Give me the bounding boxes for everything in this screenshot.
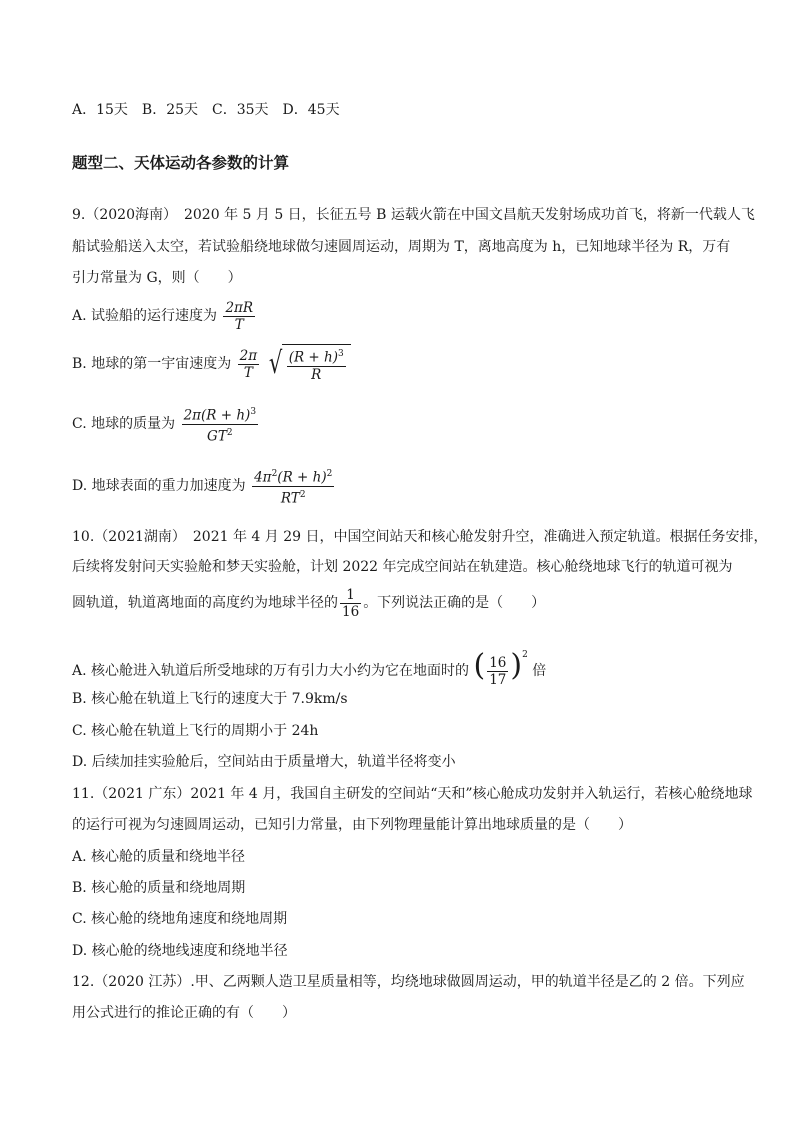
formula-exponent: 3	[250, 407, 257, 417]
formula-exponent: 2	[522, 650, 528, 660]
q10-option-a-fraction	[487, 655, 508, 688]
q12-line1: 12.（2020 江苏）.甲、乙两颗人造卫星质量相等，均绕地球做圆周运动，甲的轨道半径是乙的 2 倍。下列应	[72, 974, 745, 990]
q9-line1: 9.（2020海南） 2020 年 5 月 5 日，长征五号 B 运载火箭在中国文昌航天发射场成功首飞，将新一代载人飞	[72, 207, 755, 223]
q11-option-a[interactable]: A. 核心舱的质量和绕地半径	[72, 849, 246, 865]
q11-line1: 11.（2021 广东）2021 年 4 月，我国自主研发的空间站“天和”核心舱成功发射并入轨运行，若核心舱绕地球	[72, 786, 753, 802]
q9-option-d-formula	[252, 466, 334, 506]
formula-denominator: GT	[207, 428, 227, 444]
q10-option-b[interactable]: B. 核心舱在轨道上飞行的速度大于 7.9km/s	[72, 691, 348, 707]
q12-line2: 用公式进行的推论正确的有（ ）	[72, 1005, 296, 1021]
formula-numerator: 2π(R + h)	[183, 407, 251, 424]
q9-option-c-text: C. 地球的质量为	[72, 416, 176, 432]
formula-denominator: 16	[342, 603, 360, 620]
q9-option-c[interactable]	[72, 404, 260, 444]
q9-option-a-formula	[223, 300, 255, 333]
q10-option-d[interactable]: D. 后续加挂实验舱后，空间站由于质量增大，轨道半径将变小	[72, 754, 456, 770]
q11-option-c[interactable]: C. 核心舱的绕地角速度和绕地周期	[72, 911, 288, 927]
q9-option-b-sqrt	[266, 344, 351, 384]
q9-line2: 船试验船送入太空，若试验船绕地球做匀速圆周运动，周期为 T，离地高度为 h，已知地球半径为 R，万有	[72, 239, 731, 255]
q9-option-d[interactable]	[72, 466, 336, 506]
formula-denominator: 17	[489, 671, 507, 688]
formula-exponent: 2	[271, 469, 278, 479]
q9-option-b[interactable]	[72, 342, 351, 386]
formula-numerator: 2π	[239, 347, 258, 364]
q9-option-c-formula	[182, 404, 258, 444]
formula-denominator: RT	[280, 490, 300, 506]
q8-options: A．15天 B．25天 C．35天 D．45天	[72, 102, 340, 118]
q9-line3: 引力常量为 G，则（ ）	[72, 270, 242, 286]
q9-option-b-formula-frac	[238, 348, 259, 381]
formula-exponent: 2	[326, 469, 333, 479]
left-paren-icon: (	[473, 648, 486, 683]
formula-numerator: 2πR	[225, 299, 254, 316]
sqrt-symbol-icon: √	[268, 346, 282, 381]
q10-line3	[72, 584, 545, 622]
q11-option-b[interactable]: B. 核心舱的质量和绕地周期	[72, 880, 246, 896]
q10-option-a-suffix: 倍	[532, 663, 547, 679]
q10-line1: 10.（2021湖南） 2021 年 4 月 29 日，中国空间站天和核心舱发射升空，准确进入预定轨道。根据任务安排，	[72, 529, 768, 545]
q10-line3-end: 。下列说法正确的是（ ）	[363, 595, 546, 611]
right-paren-icon: )	[510, 648, 523, 683]
q10-line2: 后续将发射问天实验舱和梦天实验舱，计划 2022 年完成空间站在轨建造。核心舱绕地球飞行的轨道可视为	[72, 559, 733, 575]
q9-option-a[interactable]	[72, 298, 257, 334]
q10-fraction	[340, 587, 361, 620]
q10-option-a[interactable]	[72, 634, 546, 692]
formula-denominator: T	[243, 364, 253, 381]
formula-numerator: 1	[346, 586, 355, 603]
formula-exponent: 3	[338, 349, 344, 360]
q10-option-a-text: A. 核心舱进入轨道后所受地球的万有引力大小约为它在地面时的	[72, 663, 470, 679]
formula-denominator: T	[234, 316, 244, 333]
formula-exponent: 2	[226, 427, 233, 438]
q11-line2: 的运行可视为匀速圆周运动，已知引力常量，由下列物理量能计算出地球质量的是（ ）	[72, 817, 632, 833]
q10-line3-start: 圆轨道，轨道离地面的高度约为地球半径的	[72, 595, 338, 611]
formula-numerator: 16	[489, 654, 507, 671]
formula-numerator: (R + h)	[277, 469, 327, 486]
q11-option-d[interactable]: D. 核心舱的绕地线速度和绕地半径	[72, 943, 288, 959]
q9-option-d-text: D. 地球表面的重力加速度为	[72, 478, 246, 494]
q9-option-a-text: A. 试验船的运行速度为	[72, 308, 218, 324]
formula-exponent: 2	[299, 489, 306, 500]
formula-radicand-denominator: R	[311, 366, 322, 383]
q10-option-c[interactable]: C. 核心舱在轨道上飞行的周期小于 24h	[72, 723, 319, 739]
section-heading: 题型二、天体运动各参数的计算	[72, 154, 290, 172]
q9-option-b-text: B. 地球的第一宇宙速度为	[72, 356, 232, 372]
formula-radicand-numerator: (R + h)	[288, 349, 338, 366]
formula-numerator-prefix: 4π	[254, 469, 272, 486]
